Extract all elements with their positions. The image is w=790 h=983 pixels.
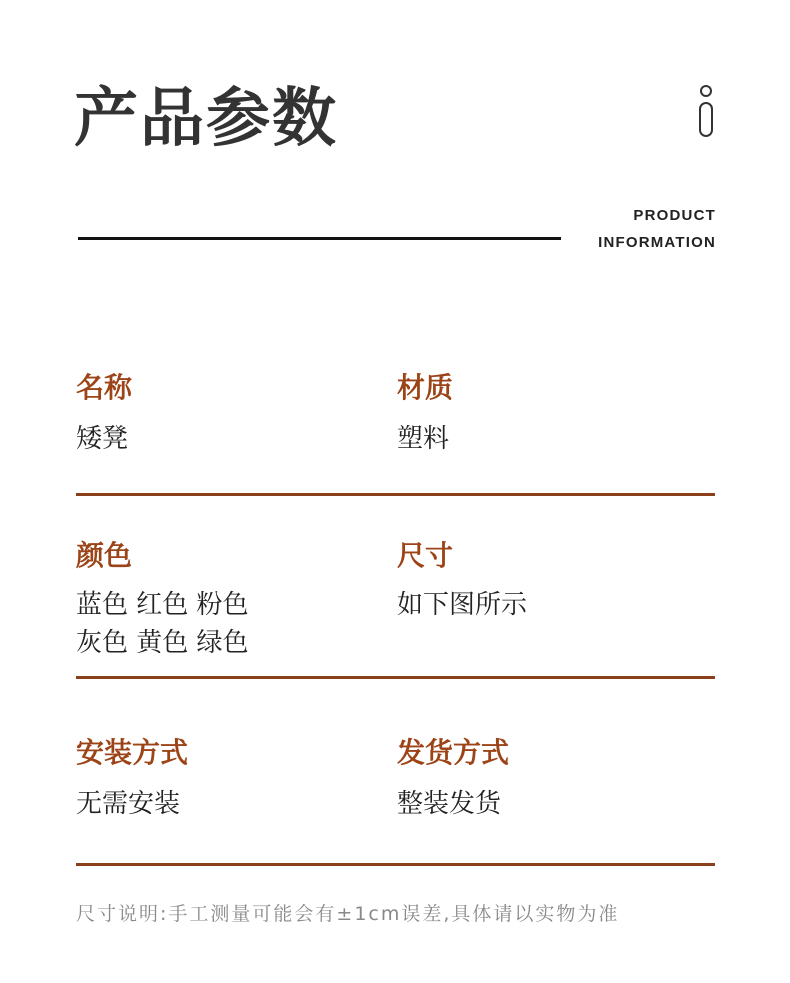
param-material	[397, 370, 453, 458]
info-icon-dot	[700, 85, 712, 97]
row-divider	[76, 493, 715, 496]
param-color	[76, 538, 249, 662]
info-icon	[698, 85, 716, 137]
info-icon-bar	[699, 102, 713, 137]
section-subtitle	[598, 202, 716, 256]
page-title: 产品参数	[74, 82, 338, 156]
row-divider	[76, 676, 715, 679]
param-label: 材质	[397, 371, 454, 404]
header-divider	[78, 237, 561, 240]
param-value: 矮凳	[76, 424, 129, 454]
color-line: 蓝色 红色 粉色	[76, 590, 249, 620]
param-value: 无需安装	[76, 789, 181, 819]
param-label: 颜色	[76, 539, 133, 572]
param-install	[76, 735, 188, 823]
param-label: 安装方式	[76, 736, 189, 769]
param-value: 如下图所示	[397, 590, 528, 620]
param-shipping	[397, 735, 509, 823]
subtitle-line-1: PRODUCT	[633, 207, 716, 224]
param-name	[76, 370, 132, 458]
size-note: 尺寸说明:手工测量可能会有±1cm误差,具体请以实物为准	[76, 903, 620, 925]
param-value: 整装发货	[397, 789, 502, 819]
param-label: 尺寸	[397, 539, 454, 572]
row-divider	[76, 863, 715, 866]
param-size	[397, 538, 527, 624]
subtitle-line-2: INFORMATION	[598, 234, 716, 251]
param-label: 发货方式	[397, 736, 510, 769]
color-line: 灰色 黄色 绿色	[76, 628, 249, 658]
param-value: 塑料	[397, 424, 450, 454]
param-value	[76, 586, 249, 662]
param-label: 名称	[76, 371, 133, 404]
